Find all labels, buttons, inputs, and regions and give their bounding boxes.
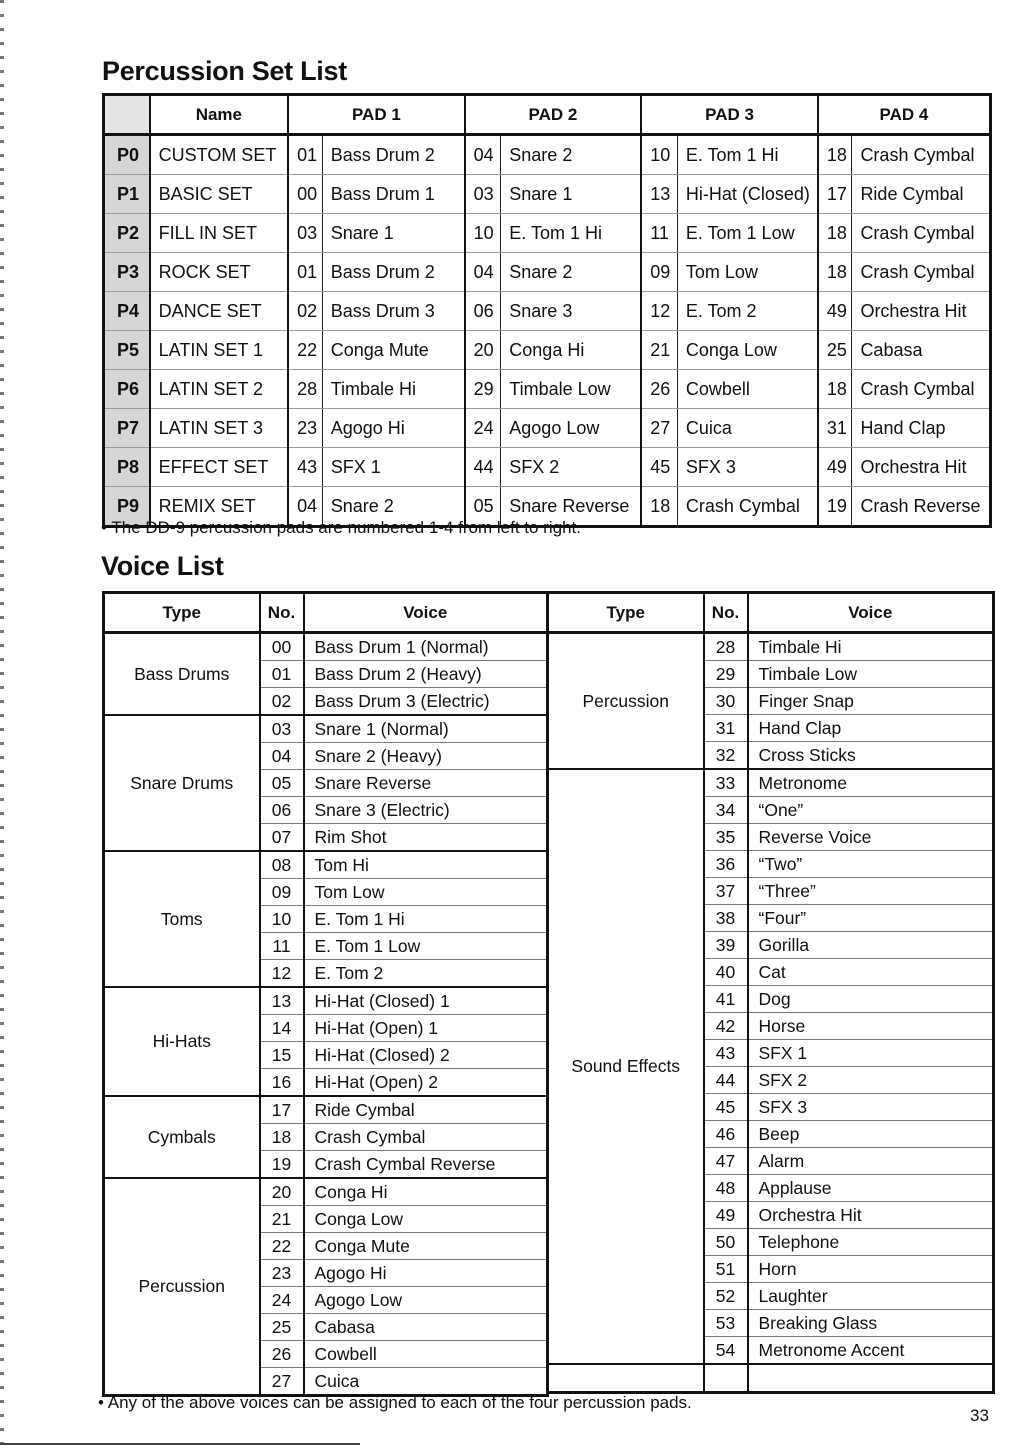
voice-name: Orchestra Hit (748, 1202, 994, 1229)
voice-name: Telephone (748, 1229, 994, 1256)
pad-voice: Snare 2 (501, 135, 641, 175)
voice-name: Snare 1 (Normal) (304, 715, 548, 743)
voice-name: Conga Hi (304, 1178, 548, 1206)
voice-note: • Any of the above voices can be assigned to each of the four percussion pads. (98, 1393, 692, 1412)
pad-number: 10 (641, 135, 677, 175)
voice-number: 17 (260, 1096, 304, 1124)
pad-number: 01 (288, 253, 322, 292)
voice-name: E. Tom 1 Hi (304, 906, 548, 933)
pad-number: 17 (818, 175, 852, 214)
pad-number: 18 (818, 214, 852, 253)
voice-number: 25 (260, 1314, 304, 1341)
voice-header: Voice (304, 593, 548, 633)
voice-number: 26 (260, 1341, 304, 1368)
voice-number: 40 (704, 959, 748, 986)
pad-voice: E. Tom 1 Hi (501, 214, 641, 253)
voice-name: Agogo Hi (304, 1260, 548, 1287)
pad-number: 10 (465, 214, 501, 253)
pad-voice: Bass Drum 3 (322, 292, 464, 331)
pad-number: 06 (465, 292, 501, 331)
voice-number: 18 (260, 1124, 304, 1151)
pad-voice: Tom Low (677, 253, 817, 292)
voice-type: Cymbals (104, 1096, 260, 1178)
voice-name: Rim Shot (304, 824, 548, 852)
pad-voice: Snare 2 (501, 253, 641, 292)
voice-number: 45 (704, 1094, 748, 1121)
voice-row (548, 769, 994, 797)
voice-number: 22 (260, 1233, 304, 1260)
set-id: P7 (104, 409, 150, 448)
voice-name: Metronome Accent (748, 1337, 994, 1365)
voice-name: Timbale Low (748, 661, 994, 688)
set-id: P9 (104, 487, 150, 527)
voice-number: 28 (704, 633, 748, 661)
voice-number: 16 (260, 1069, 304, 1097)
percussion-set-row (104, 135, 991, 175)
voice-number: 52 (704, 1283, 748, 1310)
voice-name: Horn (748, 1256, 994, 1283)
pad-voice: Hi-Hat (Closed) (677, 175, 817, 214)
voice-name: Conga Mute (304, 1233, 548, 1260)
set-name: DANCE SET (150, 292, 288, 331)
voice-name: Horse (748, 1013, 994, 1040)
voice-number: 34 (704, 797, 748, 824)
voice-number: 03 (260, 715, 304, 743)
voice-name: Hi-Hat (Closed) 2 (304, 1042, 548, 1069)
voice-name: Snare 2 (Heavy) (304, 743, 548, 770)
pad-number: 44 (465, 448, 501, 487)
pad-number: 45 (641, 448, 677, 487)
voice-name: Bass Drum 2 (Heavy) (304, 661, 548, 688)
voice-name: Finger Snap (748, 688, 994, 715)
pad-number: 29 (465, 370, 501, 409)
pad-voice: Snare 1 (322, 214, 464, 253)
set-id: P5 (104, 331, 150, 370)
voice-number: 08 (260, 851, 304, 879)
pad-number: 04 (465, 135, 501, 175)
set-id: P0 (104, 135, 150, 175)
voice-number: 27 (260, 1368, 304, 1396)
voice-name: Tom Hi (304, 851, 548, 879)
voice-name: Hand Clap (748, 715, 994, 742)
voice-number: 05 (260, 770, 304, 797)
voice-name: Cuica (314, 1370, 360, 1391)
set-name: ROCK SET (150, 253, 288, 292)
percussion-set-row (104, 214, 991, 253)
voice-number: 09 (260, 879, 304, 906)
voice-name: Alarm (748, 1148, 994, 1175)
pad-number: 43 (288, 448, 322, 487)
voice-number: 19 (260, 1151, 304, 1179)
pad-number: 49 (818, 448, 852, 487)
percussion-set-row (104, 253, 991, 292)
voice-number: 43 (704, 1040, 748, 1067)
voice-number: 01 (260, 661, 304, 688)
voice-number: 13 (260, 987, 304, 1015)
pad-voice: Timbale Hi (322, 370, 464, 409)
voice-name: Hi-Hat (Open) 2 (304, 1069, 548, 1097)
set-id: P6 (104, 370, 150, 409)
voice-number: 37 (704, 878, 748, 905)
pad-voice: Hand Clap (852, 409, 991, 448)
voice-name: Gorilla (748, 932, 994, 959)
no-header: No. (260, 593, 304, 633)
voice-name: Dog (748, 986, 994, 1013)
voice-number: 14 (260, 1015, 304, 1042)
pad-voice: Crash Cymbal (852, 253, 991, 292)
voice-number: 07 (260, 824, 304, 852)
voice-name: Crash Cymbal (304, 1124, 548, 1151)
pad-number: 05 (465, 487, 501, 527)
pad-number: 02 (288, 292, 322, 331)
pad-voice: Timbale Low (501, 370, 641, 409)
id-header-cell (104, 95, 150, 135)
pad-number: 03 (465, 175, 501, 214)
pad-voice: Snare 3 (501, 292, 641, 331)
pad-voice: E. Tom 2 (677, 292, 817, 331)
voice-name: Hi-Hat (Closed) 1 (304, 987, 548, 1015)
voice-name: Conga Low (304, 1206, 548, 1233)
scan-margin-dots (0, 0, 4, 1450)
voice-row (104, 851, 548, 879)
voice-number: 39 (704, 932, 748, 959)
pad-number: 04 (465, 253, 501, 292)
voice-number: 20 (260, 1178, 304, 1206)
voice-name: Reverse Voice (748, 824, 994, 851)
percussion-set-row (104, 292, 991, 331)
type-header: Type (104, 593, 260, 633)
set-id: P4 (104, 292, 150, 331)
pad-voice: Conga Low (677, 331, 817, 370)
voice-header-row (104, 593, 548, 633)
type-header: Type (548, 593, 704, 633)
voice-name: Snare Reverse (304, 770, 548, 797)
pad-number: 18 (818, 135, 852, 175)
pad-number: 23 (288, 409, 322, 448)
voice-header: Voice (748, 593, 994, 633)
voice-number: 47 (704, 1148, 748, 1175)
voice-number: 04 (260, 743, 304, 770)
pad-number: 21 (641, 331, 677, 370)
pad-voice: Crash Cymbal (677, 487, 817, 527)
percussion-set-row (104, 175, 991, 214)
voice-name: Crash Cymbal Reverse (304, 1151, 548, 1179)
pad-number: 18 (818, 370, 852, 409)
set-name: EFFECT SET (150, 448, 288, 487)
name-header: Name (150, 95, 288, 135)
voice-number: 35 (704, 824, 748, 851)
pad4-header: PAD 4 (818, 95, 991, 135)
voice-name: Metronome (748, 769, 994, 797)
pad-number: 31 (818, 409, 852, 448)
voice-list-title: Voice List (101, 551, 224, 581)
voice-name: “One” (748, 797, 994, 824)
pad-voice: Orchestra Hit (852, 448, 991, 487)
empty-cell (548, 1364, 704, 1393)
percussion-set-row (104, 370, 991, 409)
pad-number: 19 (818, 487, 852, 527)
empty-cell (748, 1364, 994, 1393)
pad2-header: PAD 2 (465, 95, 642, 135)
voice-name: Snare 3 (Electric) (304, 797, 548, 824)
voice-name: Bass Drum 3 (Electric) (304, 688, 548, 716)
voice-name: SFX 1 (748, 1040, 994, 1067)
voice-number: 00 (260, 633, 304, 661)
pad1-header: PAD 1 (288, 95, 465, 135)
set-id: P1 (104, 175, 150, 214)
voice-number: 41 (704, 986, 748, 1013)
pad-voice: Cowbell (677, 370, 817, 409)
voice-table-left (102, 591, 549, 1397)
percussion-set-list-title: Percussion Set List (102, 56, 347, 86)
voice-number: 30 (704, 688, 748, 715)
set-name: LATIN SET 1 (150, 331, 288, 370)
voice-name: Cabasa (304, 1314, 548, 1341)
voice-number: 02 (260, 688, 304, 716)
pad-number: 18 (818, 253, 852, 292)
voice-type: Hi-Hats (104, 987, 260, 1096)
percussion-set-row (104, 409, 991, 448)
voice-type: Percussion (104, 1178, 260, 1396)
voice-number: 06 (260, 797, 304, 824)
voice-name: Ride Cymbal (304, 1096, 548, 1124)
voice-name: “Three” (748, 878, 994, 905)
voice-name: Hi-Hat (Open) 1 (304, 1015, 548, 1042)
voice-number: 21 (260, 1206, 304, 1233)
set-name: REMIX SET (150, 487, 288, 527)
pad-number: 12 (641, 292, 677, 331)
pad-number: 01 (288, 135, 322, 175)
voice-name: Tom Low (304, 879, 548, 906)
voice-name: Beep (748, 1121, 994, 1148)
voice-number: 54 (704, 1337, 748, 1365)
voice-name: SFX 3 (748, 1094, 994, 1121)
pad-voice: Agogo Low (501, 409, 641, 448)
pad-voice: Snare 1 (501, 175, 641, 214)
voice-number: 10 (260, 906, 304, 933)
voice-number: 48 (704, 1175, 748, 1202)
pad-voice: E. Tom 1 Hi (677, 135, 817, 175)
pad-number: 00 (288, 175, 322, 214)
voice-type: Bass Drums (104, 633, 260, 716)
pad-number: 24 (465, 409, 501, 448)
pad-voice: Orchestra Hit (852, 292, 991, 331)
voice-name: Timbale Hi (748, 633, 994, 661)
pad-number: 13 (641, 175, 677, 214)
pad-number: 25 (818, 331, 852, 370)
voice-type: Percussion (548, 633, 704, 770)
voice-number: 23 (260, 1260, 304, 1287)
set-name: FILL IN SET (150, 214, 288, 253)
voice-name: Agogo Low (304, 1287, 548, 1314)
percussion-set-row (104, 448, 991, 487)
voice-name: Cowbell (304, 1341, 548, 1368)
percussion-note: • The DD-9 percussion pads are numbered 1-4 from left to right. (101, 518, 581, 537)
voice-name: E. Tom 1 Low (304, 933, 548, 960)
pad-number: 27 (641, 409, 677, 448)
voice-name: Breaking Glass (748, 1310, 994, 1337)
page-number: 33 (970, 1406, 989, 1425)
voice-type: Snare Drums (104, 715, 260, 851)
voice-name: SFX 2 (748, 1067, 994, 1094)
voice-number: 24 (260, 1287, 304, 1314)
pad-voice: Ride Cymbal (852, 175, 991, 214)
pad-number: 11 (641, 214, 677, 253)
no-header: No. (704, 593, 748, 633)
voice-name: Cat (748, 959, 994, 986)
set-name: BASIC SET (150, 175, 288, 214)
voice-row (104, 715, 548, 743)
voice-number: 29 (704, 661, 748, 688)
pad3-header: PAD 3 (641, 95, 818, 135)
percussion-set-table (102, 93, 992, 528)
voice-name: Cross Sticks (748, 742, 994, 770)
voice-number: 51 (704, 1256, 748, 1283)
empty-row (548, 1364, 994, 1393)
pad-voice: Bass Drum 1 (322, 175, 464, 214)
pad-voice: Crash Cymbal (852, 135, 991, 175)
bottom-rule (0, 1443, 360, 1445)
pad-voice: SFX 3 (677, 448, 817, 487)
set-name: CUSTOM SET (150, 135, 288, 175)
percussion-header-row (104, 95, 991, 135)
voice-number: 38 (704, 905, 748, 932)
voice-name: Applause (748, 1175, 994, 1202)
voice-number: 44 (704, 1067, 748, 1094)
voice-number: 31 (704, 715, 748, 742)
pad-voice: Snare Reverse (501, 487, 641, 527)
pad-number: 04 (288, 487, 322, 527)
pad-voice: Bass Drum 2 (322, 135, 464, 175)
voice-number: 36 (704, 851, 748, 878)
pad-voice: Bass Drum 2 (322, 253, 464, 292)
voice-number: 49 (704, 1202, 748, 1229)
voice-name: E. Tom 2 (304, 960, 548, 988)
set-id: P3 (104, 253, 150, 292)
voice-name: Bass Drum 1 (Normal) (304, 633, 548, 661)
pad-number: 49 (818, 292, 852, 331)
pad-voice: Crash Reverse (852, 487, 991, 527)
pad-number: 09 (641, 253, 677, 292)
pad-number: 18 (641, 487, 677, 527)
voice-type: Toms (104, 851, 260, 987)
voice-row (104, 1096, 548, 1124)
empty-cell (704, 1364, 748, 1393)
set-id: P2 (104, 214, 150, 253)
percussion-set-row (104, 331, 991, 370)
pad-voice: SFX 2 (501, 448, 641, 487)
voice-name: “Two” (748, 851, 994, 878)
voice-number: 32 (704, 742, 748, 770)
pad-voice: E. Tom 1 Low (677, 214, 817, 253)
pad-voice: SFX 1 (322, 448, 464, 487)
pad-voice: Cabasa (852, 331, 991, 370)
voice-number: 42 (704, 1013, 748, 1040)
pad-voice: Conga Hi (501, 331, 641, 370)
pad-voice: Crash Cymbal (852, 214, 991, 253)
pad-voice: Crash Cymbal (852, 370, 991, 409)
pad-voice: Conga Mute (322, 331, 464, 370)
voice-name: “Four” (748, 905, 994, 932)
voice-type: Sound Effects (548, 769, 704, 1364)
voice-number: 12 (260, 960, 304, 988)
voice-table-right (546, 591, 995, 1394)
pad-voice: Cuica (677, 409, 817, 448)
voice-number: 53 (704, 1310, 748, 1337)
set-id: P8 (104, 448, 150, 487)
pad-number: 28 (288, 370, 322, 409)
voice-number: 33 (704, 769, 748, 797)
pad-number: 20 (465, 331, 501, 370)
voice-number: 46 (704, 1121, 748, 1148)
voice-number: 11 (260, 933, 304, 960)
voice-row (548, 633, 994, 661)
voice-number: 50 (704, 1229, 748, 1256)
voice-row (104, 1178, 548, 1206)
voice-name: Laughter (748, 1283, 994, 1310)
voice-number: 15 (260, 1042, 304, 1069)
pad-number: 22 (288, 331, 322, 370)
pad-number: 26 (641, 370, 677, 409)
set-name: LATIN SET 3 (150, 409, 288, 448)
pad-number: 03 (288, 214, 322, 253)
set-name: LATIN SET 2 (150, 370, 288, 409)
pad-voice: Agogo Hi (322, 409, 464, 448)
voice-row (104, 987, 548, 1015)
pad-voice: Snare 2 (322, 487, 464, 527)
voice-header-row (548, 593, 994, 633)
voice-row (104, 633, 548, 661)
